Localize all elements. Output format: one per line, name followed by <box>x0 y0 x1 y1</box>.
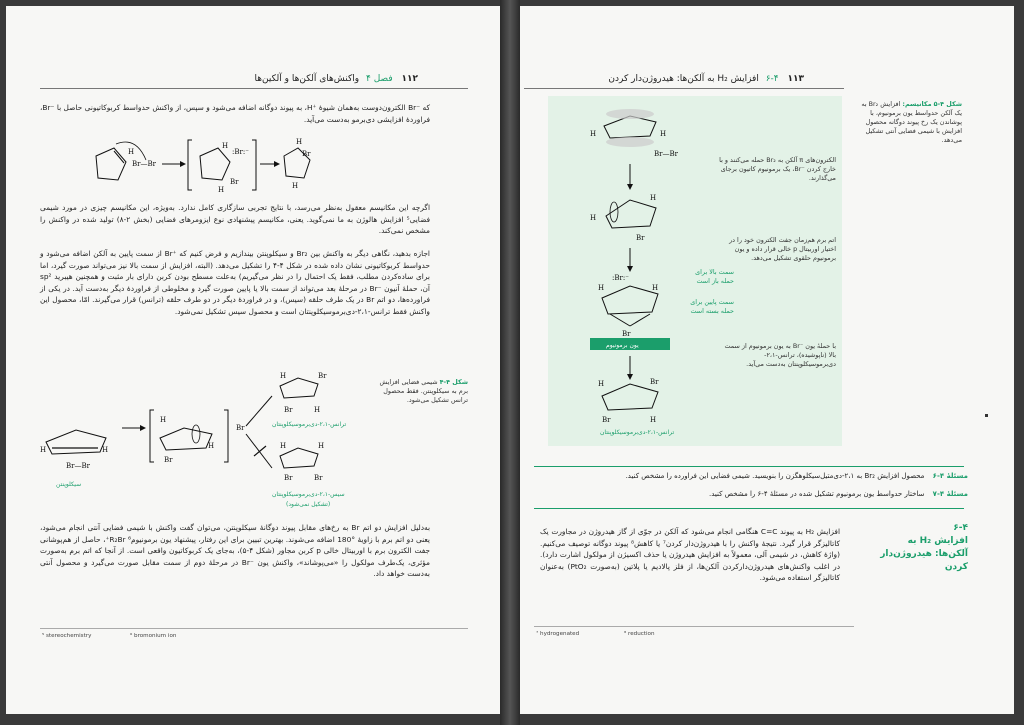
br-label: Br <box>302 150 311 158</box>
paragraph-1: که ⁻Br الکترون‌دوست به‌همان شیوهٔ ⁺H، به پیوند دوگانه اضافه می‌شود و سپس، از واکنش حدواسط کربوکاتیونی حاصل با ⁻Br، فراوردهٔ افزایشی دی‌برمو به‌دست می‌آید. <box>40 103 431 124</box>
page-number: ۱۱۲ <box>401 74 418 84</box>
h-label: H <box>660 130 667 138</box>
alkene-ring <box>604 116 656 138</box>
br-br-label: Br—Br <box>66 462 90 470</box>
section-title: افزایش H₂ به آلکن‌ها: هیدروژن‌دار کردن <box>608 74 759 84</box>
br-label: Br <box>314 474 323 482</box>
bromide-label: Br <box>236 424 245 432</box>
header-rule <box>40 88 468 89</box>
cis-label: سیس-۲،۱-دی‌برموسیکلوپنتان <box>272 491 345 498</box>
section-paragraph: افزایش H₂ به پیوند C=C هنگامی انجام می‌شود که آلکن در جوّی از گاز هیدروژن در مجاورت یک کاتالیزگر قرار گیرد. نتیجهٔ واکنش را با هیدروژن‌دار کردن⁷ یا کاهش⁸ پیوند دوگانه توصیف می‌کنیم. (واژهٔ کاهش، در شیمی آلی، معمولاً به افزایش هیدروژن یا حذف اکسیژن از مولکول اشارت دارد). در اغلب واکنش‌های هیدروژن‌دارکردن آلکن‌ها، از فلز پالادیم یا پلاتین (به‌صورت PtO₂) به‌عنوان کاتالیزگر استفاده می‌شود. <box>540 527 840 583</box>
paragraph-2: اگرچه این مکانیسم معقول به‌نظر می‌رسد، با نتایج تجربی سازگاری کامل ندارد. به‌ویژه، این مکانیسم چیزی در مورد شیمی فضایی⁵ افزایش هالوژن به ما نمی‌گوید. یعنی، مکانیسم پیشنهادی نوع ایزومرهای فضایی (بخش ۲-۸) تولید شده در واکنش را مشخص نمی‌کند. <box>40 203 431 236</box>
h-label: H <box>280 372 287 380</box>
figure-4-4-caption <box>372 378 468 405</box>
h-label: H <box>296 138 303 146</box>
h-label: H <box>318 442 325 450</box>
footnote-8: ⁸ reduction <box>624 631 655 637</box>
br-label: Br <box>230 178 239 186</box>
pi-cloud-top <box>606 109 654 119</box>
h-label: H <box>314 406 321 414</box>
paragraph-4: به‌دلیل افزایش دو اتم Br به رخ‌های مقابل پیوند دوگانهٔ سیکلوپنتن، می‌توان گفت واکنش با شیمی فضایی آنتی انجام می‌شود، یعنی دو اتم برم با زاویهٔ °180 اضافه می‌شوند. بهترین تبیین برای این رفتار، پیشنهاد یون برمونیوم⁶ R₂Br⁺، حاصل از هم‌پوشانی جفت الکترون برم با اوربیتال خالی p کربن مجاور (شکل ۴-۵)، به‌جای یک کربوکاتیون واقعی است. از آنجا که اتم برم به‌صورت مؤثری، یک‌طرف مولکول را «می‌پوشاند»، واکنش یون ⁻Br در مرحلهٔ دوم از سمت مقابل صورت می‌گیرد و محصول آنتی به‌دست خواهد داد. <box>40 523 431 579</box>
bromonium-ring <box>602 286 658 314</box>
h-label: H <box>222 142 229 150</box>
br-br-label: Br—Br <box>654 150 678 158</box>
ion-label: یون برمونیوم <box>606 342 639 349</box>
mechanism-step-2: اتم برم هم‌زمان جفت الکترون خود را در اختیار اوربیتال p خالی قرار داده و یون برمونیوم حلقوی تشکیل می‌دهد. <box>729 236 836 262</box>
carbocation-ring <box>606 200 656 228</box>
br-label: Br <box>284 474 293 482</box>
chapter-title: واکنش‌های آلکن‌ها و آلکین‌ها <box>254 74 360 84</box>
footnote-5: ⁵ stereochemistry <box>42 633 92 639</box>
trans-label: ترانس-۲،۱-دی‌برموسیکلوپنتان <box>272 421 347 428</box>
h-label: H <box>160 416 167 424</box>
top-side-label: سمت بالا برای حمله باز است <box>695 268 734 285</box>
cyclopentene-ring <box>96 148 126 180</box>
figure-caption-label: شکل ۴-۵ <box>933 100 962 108</box>
footnote-rule <box>40 628 468 629</box>
problem-text: ساختار حدواسط یون برمونیوم تشکیل شده در مسئلهٔ ۴-۶ را مشخص کنید. <box>708 490 925 498</box>
page-number: ۱۱۳ <box>787 74 804 84</box>
cyclopentene-label: سیکلوپنتن <box>56 481 82 488</box>
figure-caption-title: مکانیسم: <box>902 100 932 108</box>
pi-cloud-bottom <box>606 137 654 147</box>
problem-4-6 <box>626 472 968 480</box>
footnote-rule <box>534 626 854 627</box>
footnote-7: ⁷ hydrogenated <box>536 631 580 637</box>
br-label: Br <box>284 406 293 414</box>
section-number: ۶-۴ <box>953 523 968 533</box>
problems-rule-bottom <box>534 508 964 509</box>
figure-4-4-diagram <box>36 372 366 512</box>
cis-ring <box>280 448 318 468</box>
header-rule <box>524 88 844 89</box>
mechanism-step-1: الکترون‌های π آلکن به Br₂ حمله می‌کنند و با خارج کردن ⁻Br، یک برمونیوم کاتیون برجای می‌گذارند. <box>719 156 836 182</box>
h-label: H <box>652 284 659 292</box>
figure-caption-text: افزایش Br₂ به یک آلکن حدواسط یون برمونیوم، با پوشاندن یک رخ پیوند دوگانه محصول افزایش با شیمی فضایی آنتی تشکیل می‌دهد. <box>861 100 962 144</box>
h-label: H <box>650 416 657 424</box>
cis-note-label: (تشکیل نمی‌شود) <box>286 501 331 508</box>
footnote-6: ⁶ bromonium ion <box>130 633 177 639</box>
problems-rule <box>534 466 964 467</box>
h-label: H <box>590 214 597 222</box>
right-page-header <box>608 74 804 84</box>
bracket-left <box>188 140 192 190</box>
h-label: H <box>280 442 287 450</box>
problem-label: مسئلهٔ ۴-۷ <box>932 490 968 498</box>
bromide-label: :Br:⁻ <box>232 148 249 156</box>
h-label: H <box>598 380 605 388</box>
arrow-to-cis <box>246 434 272 468</box>
page-marker <box>985 414 988 417</box>
carbocation-ring <box>200 148 230 180</box>
h-label: H <box>128 148 135 156</box>
br-br-label: Br—Br <box>132 160 156 168</box>
trans-ring <box>280 378 318 398</box>
electrophilic-addition-scheme <box>76 134 316 198</box>
right-page <box>520 6 1014 714</box>
br-label: Br <box>164 456 173 464</box>
arrow-to-trans <box>246 396 272 426</box>
figure-caption-label: شکل ۴-۴ <box>439 378 468 386</box>
h-label: H <box>650 194 657 202</box>
bromide-label: :Br:⁻ <box>612 274 629 282</box>
product-label: ترانس-۲،۱-دی‌برموسیکلوپنتان <box>600 429 675 436</box>
product-ring <box>602 384 658 410</box>
h-label: H <box>590 130 597 138</box>
left-page <box>6 6 500 714</box>
h-label: H <box>102 446 109 454</box>
bottom-side-label: سمت پایین برای حمله بسته است <box>690 298 734 315</box>
section-number-label: ۶-۴ <box>765 74 779 84</box>
h-label: H <box>598 284 605 292</box>
bracket-right <box>252 140 256 190</box>
h-label: H <box>218 186 225 194</box>
h-label: H <box>208 442 215 450</box>
carbocation-perspective <box>160 428 215 450</box>
left-page-header <box>255 74 418 84</box>
problem-label: مسئلهٔ ۴-۶ <box>932 472 968 480</box>
br-label: Br <box>636 234 645 242</box>
cyclopentene-perspective <box>46 430 109 454</box>
mechanism-step-3: با حملهٔ یون ⁻Br به یون برمونیوم از سمت بالا (ناپوشیده)، ترانس-۲،۱-دی‌برموسیکلوپنتان به‌دست می‌آید. <box>724 342 836 368</box>
figure-caption-text: شیمی فضایی افزایش برم به سیکلوپنتن. فقط محصول ترانس تشکیل می‌شود. <box>379 378 468 404</box>
br-label: Br <box>650 378 659 386</box>
chapter-label: فصل ۴ <box>366 74 393 84</box>
h-label: H <box>292 182 299 190</box>
problem-text: محصول افزایش Br₂ به ۲،۱-دی‌متیل‌سیکلوهگزن را بنویسید. شیمی فضایی این فراورده را مشخص کنید. <box>625 472 925 480</box>
problem-4-7 <box>709 490 968 498</box>
section-6-4-heading <box>878 522 968 574</box>
br-label: Br <box>602 416 611 424</box>
paragraph-3: اجازه بدهید، نگاهی دیگر به واکنش بین Br₂ و سیکلوپنتن بیندازیم و فرض کنیم که ⁺Br از سمت پایین به آلکن اضافه می‌شود و حدواسط کربوکاتیونی نشان داده شده در شکل ۴-۴ را تشکیل می‌دهد. (البته، افزایش از سمت بالا نیز می‌تواند صورت گیرد، اما برای ساده‌کردن مطلب، فقط یک احتمال را در نظر می‌گیریم) به‌علت مسطح بودن کربن دارای بار مثبت و همچنین هیبرید sp² آن، حملهٔ آنیون ⁻Br در مرحلهٔ بعد می‌تواند از سمت بالا یا پایین صورت گیرد و مخلوطی از فراوردهٔ دیگر به‌دست آید. در یکی از فراورده‌ها، دو اتم Br در یک طرف حلقه (سیس)، و در فراوردهٔ دیگر در دو طرف حلقه (ترانس) قرار می‌گیرند. امّا، محصول این واکنش فقط ترانس-۲،۱-دی‌برموسیکلوپنتان است و محصول سیس تشکیل نمی‌شود. <box>40 249 430 316</box>
figure-4-5-caption <box>852 100 962 145</box>
section-title: افزایش H₂ به آلکن‌ها: هیدروژن‌دار کردن <box>880 536 968 572</box>
br-label: Br <box>622 330 631 338</box>
h-label: H <box>40 446 47 454</box>
book-spine <box>500 0 520 725</box>
br-label: Br <box>318 372 327 380</box>
